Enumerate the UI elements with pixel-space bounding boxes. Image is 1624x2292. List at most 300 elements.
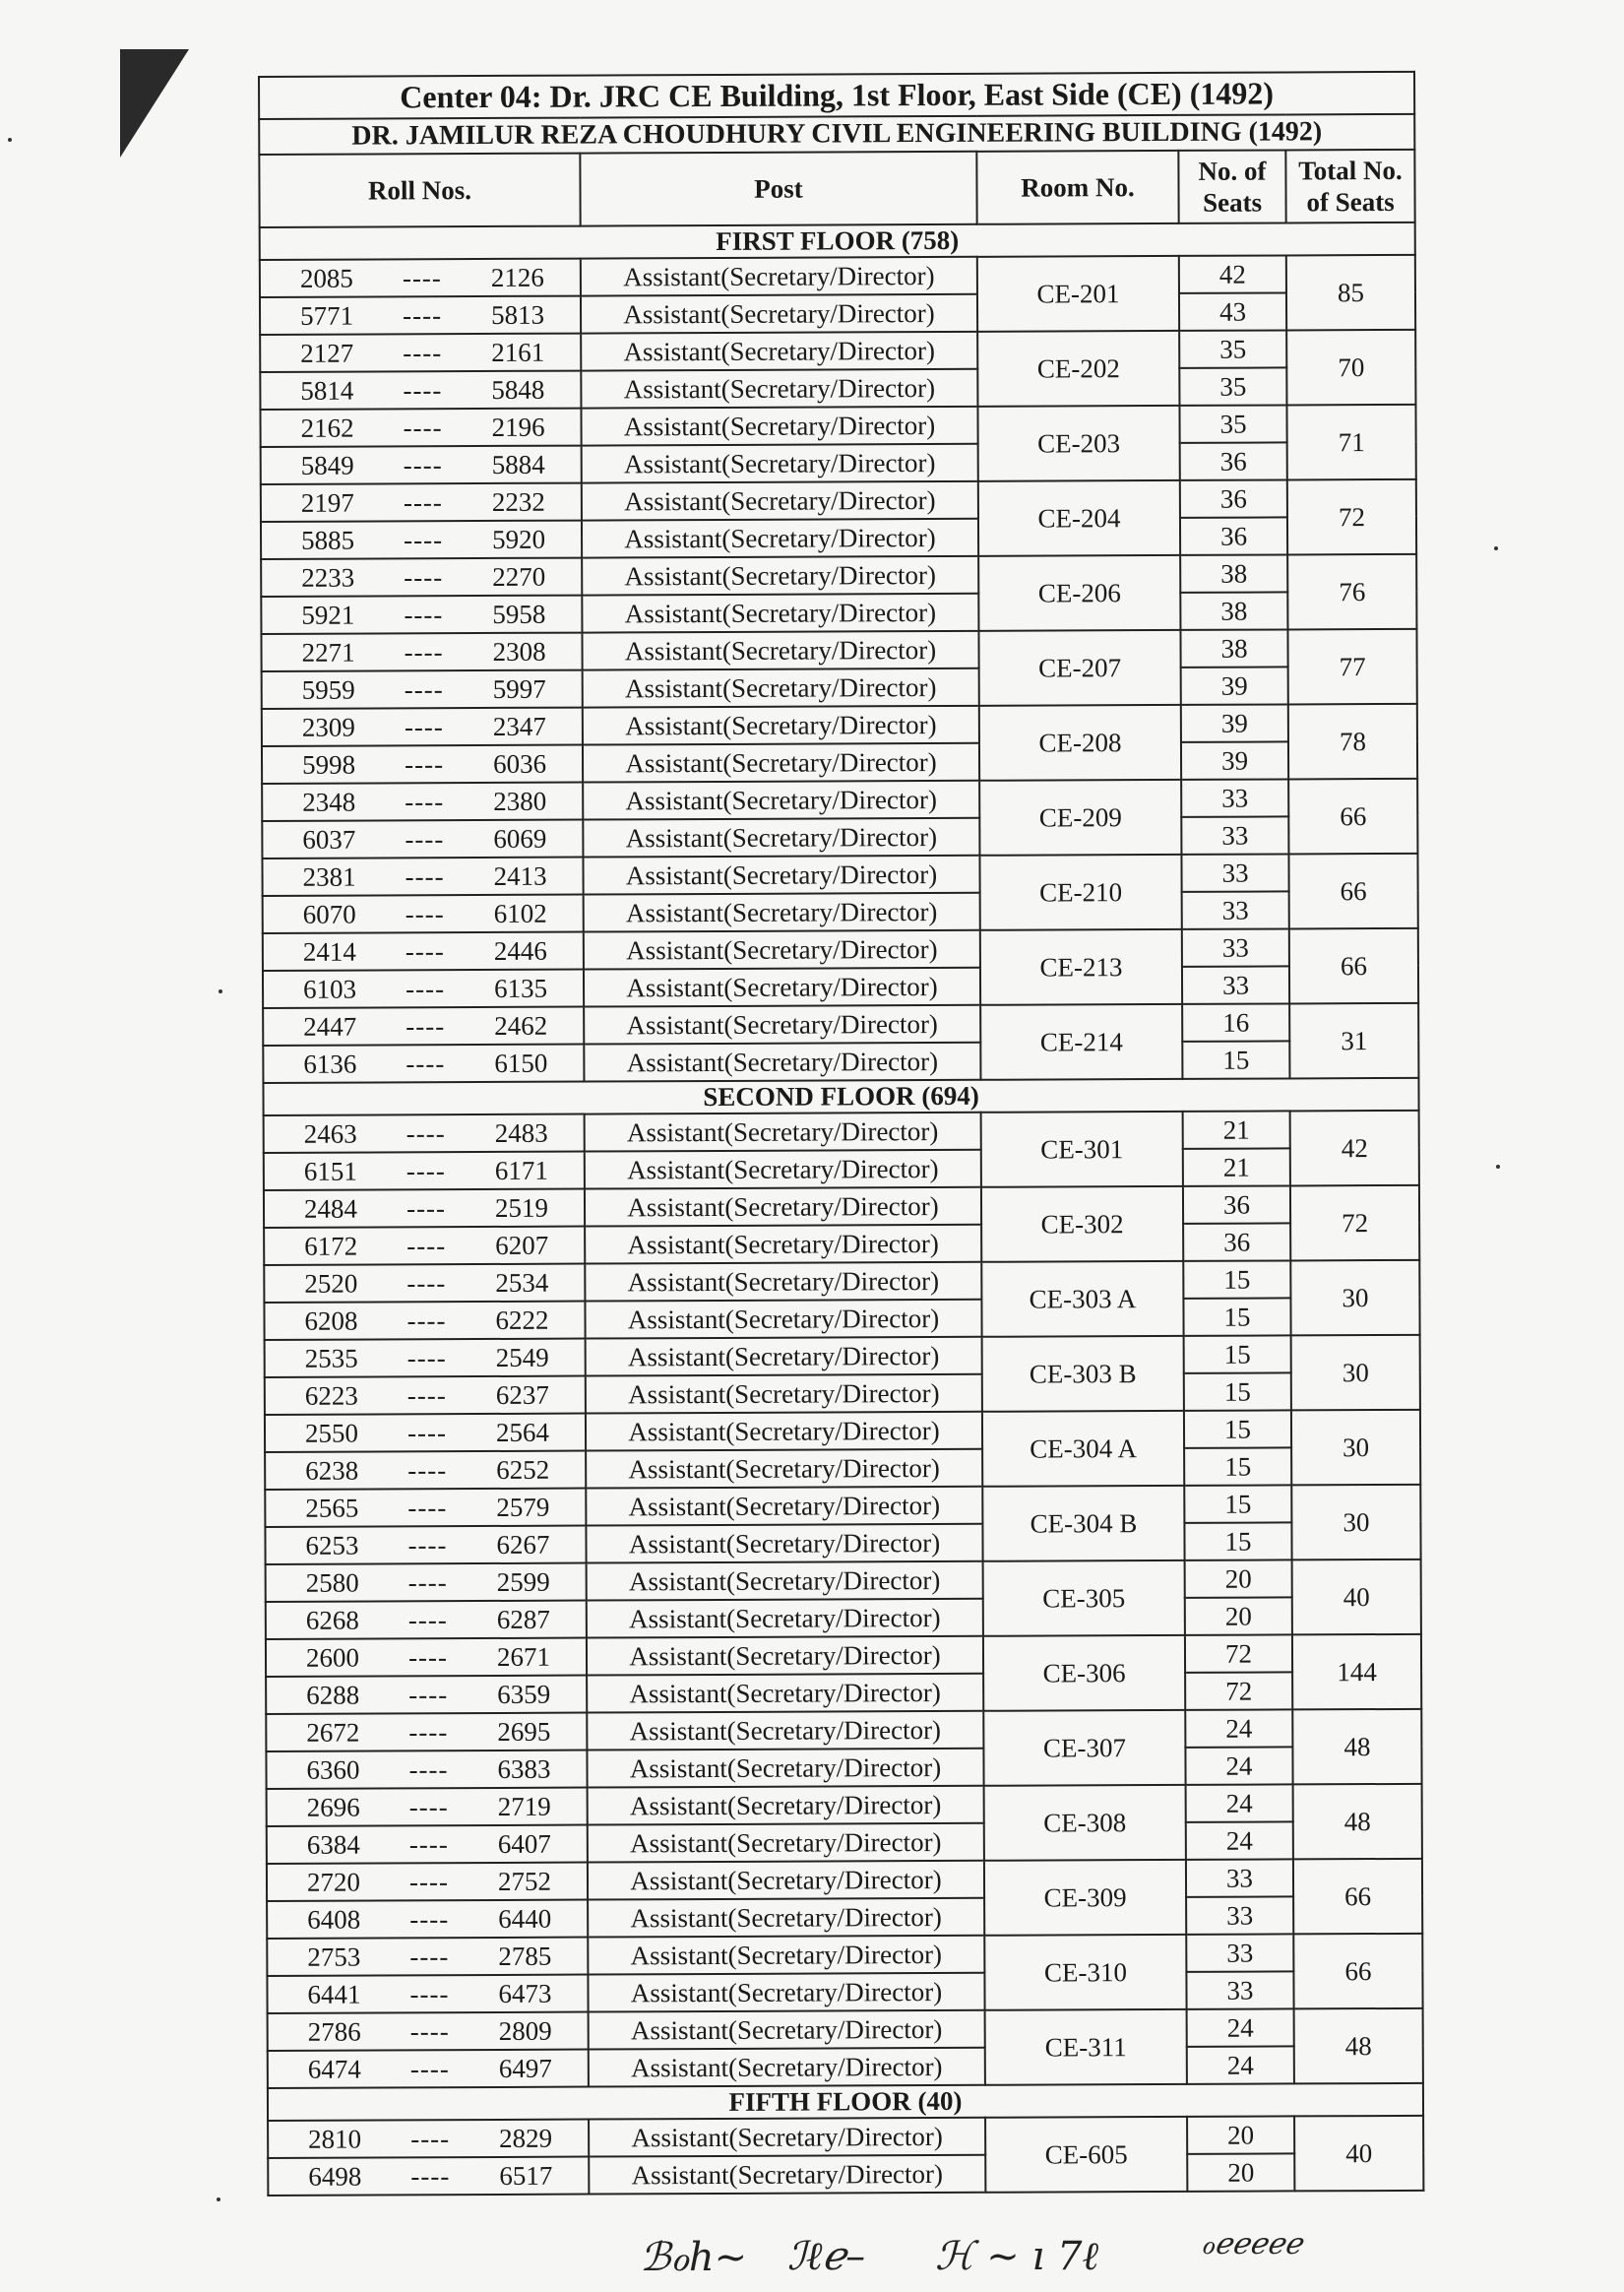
roll-range (264, 898, 583, 929)
seats-cell: 33 (1186, 1859, 1293, 1896)
roll-range (261, 412, 580, 443)
roll-from: 6037 (302, 824, 356, 855)
seats-cell: 21 (1183, 1148, 1290, 1185)
roll-range-cell (265, 1414, 586, 1452)
seats-cell: 36 (1180, 517, 1287, 554)
table-row (260, 255, 1415, 297)
roll-from: 2381 (302, 861, 356, 892)
scan-speck (219, 989, 222, 993)
roll-range-cell (265, 1526, 586, 1564)
roll-to: 2483 (494, 1117, 548, 1148)
post-cell: Assistant(Secretary/Director) (588, 1936, 984, 1975)
table-row (264, 1148, 1419, 1190)
post-cell: Assistant(Secretary/Director) (582, 631, 978, 670)
room-cell: CE-210 (979, 855, 1181, 930)
roll-to: 2564 (495, 1417, 550, 1447)
roll-dash: ---- (408, 1866, 450, 1896)
table-row (267, 1896, 1422, 1939)
roll-dash: ---- (408, 1791, 449, 1821)
seats-cell: 24 (1187, 2008, 1294, 2046)
roll-dash: ---- (402, 262, 442, 292)
roll-from: 6288 (306, 1680, 360, 1710)
roll-range-cell (260, 409, 581, 447)
seats-cell: 33 (1182, 966, 1289, 1003)
table-row (261, 479, 1416, 522)
table-row (263, 1041, 1418, 1083)
room-cell: CE-303 B (982, 1336, 1184, 1412)
roll-to: 6237 (495, 1379, 549, 1410)
total-seats-cell: 42 (1290, 1111, 1419, 1186)
roll-dash: ---- (404, 711, 444, 741)
roll-range-cell (263, 970, 584, 1008)
seats-cell: 35 (1179, 367, 1286, 405)
seats-cell: 33 (1181, 854, 1288, 891)
room-cell: CE-305 (983, 1560, 1185, 1636)
roll-dash: ---- (407, 1492, 448, 1522)
total-seats-cell: 48 (1294, 2008, 1423, 2084)
roll-dash: ---- (406, 1010, 446, 1041)
roll-range-cell (266, 1751, 587, 1789)
roll-to: 2126 (490, 262, 544, 292)
roll-from: 6498 (308, 2161, 362, 2192)
room-cell: CE-209 (979, 780, 1181, 856)
roll-dash: ---- (410, 2123, 451, 2153)
roll-range-cell (267, 1975, 588, 2013)
table-row (265, 1447, 1420, 1490)
roll-range (266, 1529, 585, 1560)
total-seats-cell: 70 (1286, 330, 1415, 406)
post-cell: Assistant(Secretary/Director) (583, 668, 979, 708)
roll-range (261, 337, 580, 368)
total-seats-cell: 76 (1287, 554, 1416, 630)
roll-range-cell (264, 1152, 585, 1190)
seats-cell: 36 (1183, 1223, 1290, 1260)
roll-range-cell (263, 932, 584, 971)
table-row (261, 442, 1416, 484)
scan-speck (8, 138, 12, 142)
total-seats-cell: 48 (1292, 1709, 1421, 1785)
roll-range-cell (263, 1045, 584, 1083)
total-seats-cell: 40 (1294, 2116, 1423, 2192)
header-total: Total No. of Seats (1285, 150, 1414, 223)
roll-to: 6102 (493, 898, 547, 928)
roll-from: 5771 (299, 300, 354, 331)
seats-cell: 20 (1187, 2116, 1294, 2153)
roll-range (261, 262, 580, 293)
roll-range (267, 1679, 586, 1710)
seats-cell: 20 (1185, 1597, 1292, 1634)
roll-range-cell (261, 446, 582, 484)
post-cell: Assistant(Secretary/Director) (587, 1636, 983, 1676)
roll-range (267, 1604, 586, 1635)
roll-dash: ---- (405, 860, 445, 891)
roll-range (261, 374, 580, 406)
roll-dash: ---- (407, 1641, 449, 1672)
table-row (262, 816, 1417, 859)
roll-to: 2785 (498, 1941, 552, 1971)
roll-range (269, 2015, 588, 2047)
room-cell: CE-303 A (981, 1261, 1183, 1337)
table-row (267, 1971, 1422, 2013)
post-cell: Assistant(Secretary/Director) (589, 2118, 985, 2157)
seats-cell: 15 (1183, 1260, 1290, 1298)
table-row (261, 517, 1416, 559)
roll-range (269, 2160, 588, 2192)
roll-dash: ---- (410, 2160, 451, 2191)
roll-to: 6407 (497, 1828, 551, 1859)
seats-cell: 35 (1179, 330, 1286, 367)
roll-from: 5921 (301, 600, 355, 630)
roll-to: 2270 (492, 561, 546, 592)
roll-to: 6267 (496, 1529, 550, 1560)
roll-range-cell (268, 2120, 589, 2158)
room-cell: CE-307 (983, 1710, 1185, 1786)
post-cell: Assistant(Secretary/Director) (585, 1262, 981, 1302)
post-cell: Assistant(Secretary/Director) (584, 930, 980, 970)
roll-range (268, 1903, 587, 1935)
roll-range (262, 561, 581, 593)
table-row (266, 1597, 1421, 1639)
post-cell: Assistant(Secretary/Director) (587, 1674, 983, 1713)
seat-plan-table (258, 71, 1424, 2196)
roll-to: 2347 (492, 711, 546, 741)
table-row (261, 629, 1416, 671)
roll-dash: ---- (404, 599, 444, 629)
table-row (264, 1260, 1419, 1303)
roll-to: 6207 (495, 1230, 549, 1260)
roll-from: 6441 (307, 1979, 361, 2009)
floor-heading: SECOND FLOOR (694) (263, 1078, 1418, 1115)
table-row (262, 704, 1417, 746)
roll-from: 2535 (304, 1343, 358, 1373)
post-cell: Assistant(Secretary/Director) (589, 2155, 985, 2195)
table-row (261, 554, 1416, 597)
roll-range-cell (266, 1601, 587, 1639)
table-row (262, 854, 1417, 896)
seats-cell: 24 (1186, 1821, 1293, 1859)
roll-to: 5813 (490, 299, 545, 330)
roll-to: 6069 (493, 823, 547, 854)
page-title: Center 04: Dr. JRC CE Building, 1st Floor, East Side (CE) (1492) (259, 72, 1414, 119)
roll-dash: ---- (405, 786, 445, 816)
table-row (267, 1784, 1422, 1826)
roll-dash: ---- (404, 524, 444, 554)
roll-to: 5997 (492, 673, 546, 704)
roll-range (263, 711, 582, 742)
roll-to: 2752 (497, 1866, 552, 1896)
table-row (266, 1747, 1421, 1789)
floor-row (268, 2083, 1423, 2121)
table-row (262, 667, 1417, 709)
seats-cell: 39 (1181, 704, 1288, 741)
table-row (266, 1634, 1421, 1677)
total-seats-cell: 40 (1292, 1560, 1421, 1635)
room-cell: CE-201 (977, 256, 1179, 332)
roll-from: 6408 (307, 1904, 361, 1935)
roll-from: 2672 (306, 1717, 360, 1748)
seats-cell: 15 (1184, 1372, 1291, 1410)
roll-range-cell (260, 296, 581, 335)
roll-range (262, 524, 581, 555)
roll-range-cell (261, 633, 582, 671)
post-cell: Assistant(Secretary/Director) (586, 1374, 982, 1414)
room-cell: CE-308 (984, 1785, 1186, 1861)
post-cell: Assistant(Secretary/Director) (585, 1225, 981, 1264)
roll-to: 2446 (493, 935, 547, 966)
seats-cell: 43 (1179, 292, 1286, 330)
seats-cell: 16 (1182, 1003, 1289, 1041)
table-row (267, 1821, 1422, 1864)
room-cell: CE-311 (985, 2009, 1187, 2085)
roll-from: 2271 (301, 637, 355, 668)
roll-range-cell (264, 1264, 585, 1303)
room-cell: CE-310 (984, 1935, 1186, 2010)
total-seats-cell: 30 (1291, 1485, 1420, 1560)
post-cell: Assistant(Secretary/Director) (584, 1043, 980, 1082)
post-cell: Assistant(Secretary/Director) (588, 1898, 984, 1938)
roll-range-cell (261, 521, 582, 559)
roll-range-cell (268, 2157, 589, 2196)
post-cell: Assistant(Secretary/Director) (581, 332, 977, 371)
seats-cell: 38 (1180, 629, 1287, 667)
table-row (268, 2008, 1423, 2051)
roll-range-cell (262, 708, 583, 746)
roll-dash: ---- (407, 1529, 448, 1560)
post-cell: Assistant(Secretary/Director) (587, 1711, 983, 1751)
total-seats-cell: 30 (1291, 1335, 1420, 1411)
post-cell: Assistant(Secretary/Director) (586, 1487, 982, 1526)
roll-dash: ---- (405, 898, 445, 928)
total-seats-cell: 78 (1288, 704, 1417, 780)
roll-from: 2233 (301, 562, 355, 593)
roll-dash: ---- (404, 673, 444, 704)
room-cell: CE-213 (980, 929, 1182, 1005)
roll-range-cell (265, 1451, 586, 1490)
seats-cell: 39 (1181, 741, 1288, 779)
total-seats-cell: 31 (1289, 1003, 1418, 1079)
seats-cell: 24 (1187, 2046, 1294, 2083)
post-cell: Assistant(Secretary/Director) (582, 556, 978, 596)
roll-range (269, 2123, 588, 2154)
roll-range (268, 1866, 587, 1897)
roll-dash: ---- (407, 1604, 448, 1634)
roll-range (268, 1941, 587, 1972)
table-row (265, 1335, 1420, 1377)
table-row (263, 1003, 1418, 1046)
seats-cell: 36 (1180, 479, 1287, 517)
roll-from: 2447 (303, 1011, 357, 1042)
roll-from: 2348 (302, 787, 356, 817)
roll-dash: ---- (408, 1828, 449, 1859)
scan-corner-mark (120, 49, 189, 158)
roll-to: 6171 (494, 1155, 548, 1185)
roll-range (263, 860, 582, 892)
seats-cell: 20 (1185, 1560, 1292, 1597)
table-row (261, 592, 1416, 634)
roll-range (263, 673, 582, 705)
header-post: Post (580, 152, 976, 226)
post-cell: Assistant(Secretary/Director) (589, 2048, 985, 2087)
room-cell: CE-302 (981, 1186, 1183, 1262)
seats-cell: 24 (1185, 1747, 1292, 1784)
roll-dash: ---- (405, 748, 445, 779)
seats-cell: 15 (1182, 1041, 1289, 1078)
signatures: ℬℴℎ~ ℐℓℯ– ℋ ~ ı 7ℓ ℴℯℯℯℯℯ (640, 2227, 1302, 2280)
roll-range (263, 786, 582, 817)
roll-from: 2810 (308, 2124, 362, 2154)
roll-to: 5920 (491, 524, 546, 554)
roll-range-cell (264, 1227, 585, 1265)
roll-dash: ---- (406, 1230, 447, 1260)
roll-from: 6238 (305, 1455, 359, 1486)
roll-range-cell (264, 1302, 585, 1340)
roll-dash: ---- (404, 561, 444, 592)
roll-range-cell (266, 1638, 587, 1677)
floor-row (260, 223, 1415, 260)
roll-range (265, 1155, 584, 1186)
post-cell: Assistant(Secretary/Director) (587, 1561, 983, 1601)
roll-to: 2719 (497, 1791, 551, 1821)
roll-range (269, 2053, 588, 2084)
room-cell: CE-202 (977, 331, 1179, 407)
scan-speck (1496, 1165, 1500, 1169)
roll-dash: ---- (409, 1903, 450, 1934)
roll-from: 2414 (302, 936, 356, 967)
roll-range-cell (261, 558, 582, 597)
roll-dash: ---- (406, 1117, 446, 1148)
table-row (263, 928, 1418, 971)
post-cell: Assistant(Secretary/Director) (586, 1449, 982, 1489)
roll-to: 2196 (491, 412, 545, 442)
roll-to: 2579 (496, 1492, 550, 1522)
roll-from: 2565 (305, 1493, 359, 1523)
post-cell: Assistant(Secretary/Director) (585, 1150, 981, 1189)
header-room: Room No. (976, 151, 1178, 224)
roll-dash: ---- (406, 1192, 447, 1223)
total-seats-cell: 30 (1291, 1410, 1420, 1486)
post-cell: Assistant(Secretary/Director) (586, 1412, 982, 1451)
roll-from: 5998 (301, 749, 356, 780)
seats-cell: 15 (1184, 1522, 1291, 1560)
roll-range (267, 1716, 586, 1748)
roll-from: 5814 (300, 375, 354, 406)
roll-to: 6150 (494, 1048, 548, 1078)
seats-cell: 24 (1186, 1784, 1293, 1821)
total-seats-cell: 144 (1292, 1634, 1421, 1710)
roll-range (268, 1791, 587, 1822)
roll-range-cell (265, 1376, 586, 1415)
roll-dash: ---- (409, 2053, 450, 2083)
seats-cell: 33 (1181, 816, 1288, 854)
roll-dash: ---- (403, 337, 443, 367)
roll-range (262, 486, 581, 518)
post-cell: Assistant(Secretary/Director) (589, 2010, 985, 2050)
seats-cell: 38 (1180, 592, 1287, 629)
table-row (264, 1223, 1419, 1265)
post-cell: Assistant(Secretary/Director) (582, 519, 978, 558)
post-cell: Assistant(Secretary/Director) (581, 257, 977, 296)
roll-from: 5849 (300, 450, 354, 480)
roll-range (267, 1641, 586, 1673)
roll-range-cell (260, 371, 581, 410)
seats-cell: 20 (1187, 2153, 1294, 2191)
roll-dash: ---- (406, 1155, 446, 1185)
post-cell: Assistant(Secretary/Director) (585, 1113, 981, 1152)
roll-range-cell (266, 1563, 587, 1602)
seats-cell: 15 (1184, 1335, 1291, 1372)
roll-range (264, 935, 583, 967)
roll-dash: ---- (403, 412, 443, 442)
roll-range-cell (262, 670, 583, 709)
roll-to: 2695 (497, 1716, 551, 1747)
roll-from: 2753 (307, 1942, 361, 1972)
roll-range-cell (263, 895, 584, 933)
roll-dash: ---- (403, 299, 443, 330)
roll-dash: ---- (405, 935, 445, 966)
roll-range (265, 1117, 584, 1149)
total-seats-cell: 66 (1288, 854, 1417, 929)
building-subtitle: DR. JAMILUR REZA CHOUDHURY CIVIL ENGINEERING BUILDING (1492) (259, 114, 1414, 155)
roll-range-cell (266, 1676, 587, 1714)
table-row (264, 1298, 1419, 1340)
post-cell: Assistant(Secretary/Director) (587, 1749, 983, 1788)
roll-from: 2309 (301, 712, 355, 742)
roll-dash: ---- (404, 636, 444, 667)
total-seats-cell: 72 (1290, 1185, 1419, 1261)
total-seats-cell: 66 (1293, 1934, 1422, 2009)
room-cell: CE-309 (984, 1860, 1186, 1936)
roll-from: 2580 (305, 1567, 359, 1598)
roll-range-cell (264, 1114, 585, 1153)
post-cell: Assistant(Secretary/Director) (581, 407, 977, 446)
room-cell: CE-207 (978, 630, 1180, 706)
post-cell: Assistant(Secretary/Director) (588, 1973, 984, 2012)
table-row (265, 1372, 1420, 1415)
post-cell: Assistant(Secretary/Director) (588, 1861, 984, 1900)
roll-range (266, 1492, 585, 1523)
roll-range (262, 449, 581, 480)
table-row (268, 2116, 1423, 2158)
roll-from: 5959 (301, 674, 355, 705)
table-row (260, 367, 1415, 410)
total-seats-cell: 48 (1293, 1784, 1422, 1860)
roll-from: 6360 (306, 1754, 360, 1785)
roll-from: 6384 (306, 1829, 360, 1860)
room-cell: CE-206 (978, 555, 1180, 631)
table-row (260, 405, 1415, 447)
roll-dash: ---- (409, 2015, 450, 2046)
scan-speck (217, 2197, 220, 2201)
post-cell: Assistant(Secretary/Director) (587, 1599, 983, 1638)
roll-range-cell (266, 1713, 587, 1751)
seats-cell: 15 (1184, 1410, 1291, 1447)
roll-from: 2162 (300, 413, 354, 443)
roll-range-cell (265, 1339, 586, 1377)
post-cell: Assistant(Secretary/Director) (581, 369, 977, 409)
roll-range (266, 1342, 585, 1373)
room-cell: CE-304 B (982, 1486, 1184, 1561)
table-row (266, 1672, 1421, 1714)
roll-range-cell (265, 1489, 586, 1527)
room-cell: CE-208 (979, 705, 1181, 781)
roll-range-cell (262, 783, 583, 821)
table-row (263, 966, 1418, 1008)
roll-range-cell (261, 596, 582, 634)
roll-range (267, 1566, 586, 1598)
roll-range-cell (263, 1007, 584, 1046)
post-cell: Assistant(Secretary/Director) (584, 1005, 980, 1045)
roll-range-cell (267, 1788, 588, 1826)
